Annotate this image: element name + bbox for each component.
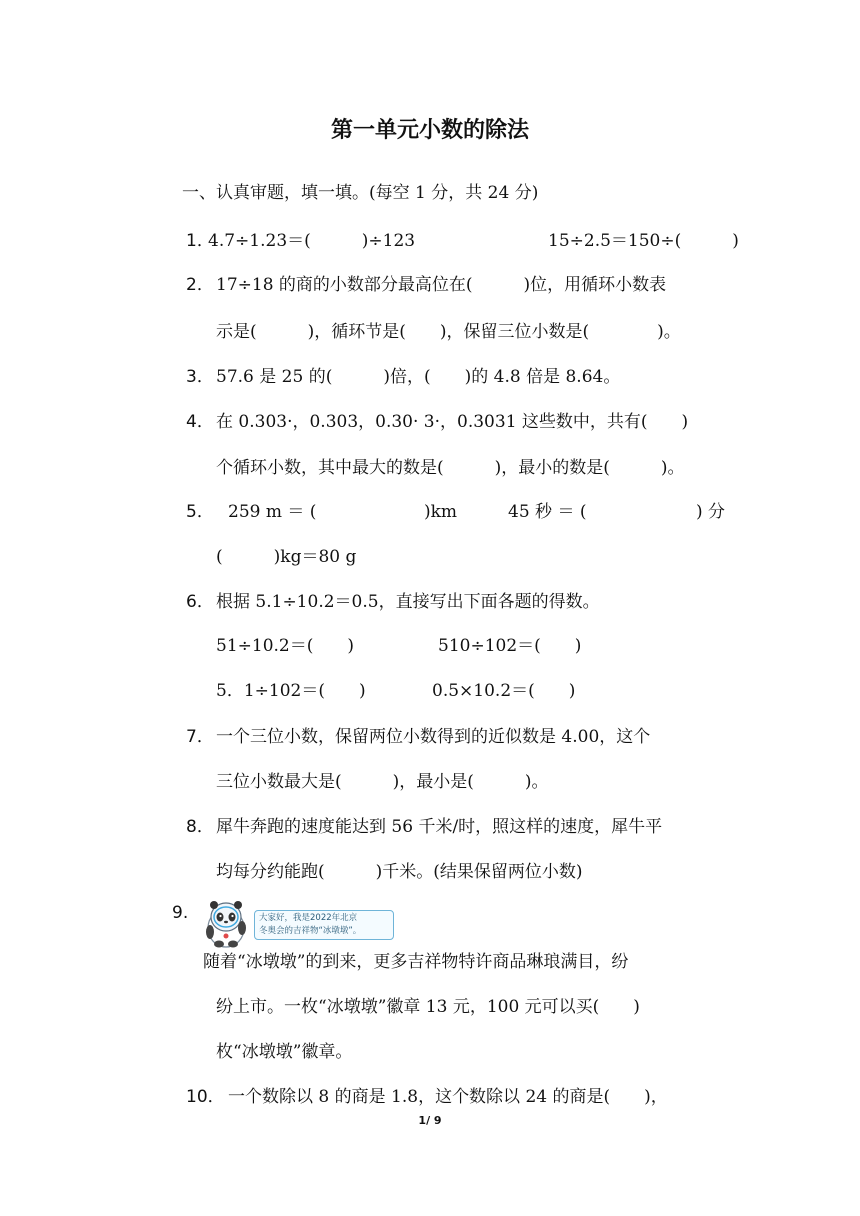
question-text: )km (424, 502, 458, 522)
question-text: 三位小数最大是( )，最小是( )。 (216, 772, 549, 792)
bubble-line: 冬奥会的吉祥物“冰墩墩”。 (259, 926, 362, 936)
question-text: 均每分约能跑( )千米。(结果保留两位小数) (216, 862, 583, 882)
question-number: 9. (172, 903, 189, 923)
question-text: 4.7÷1.23＝( )÷123 (208, 231, 416, 251)
question-text: 15÷2.5＝150÷( ) (548, 231, 739, 251)
question-text: 17÷18 的商的小数部分最高位在( )位，用循环小数表 (216, 275, 667, 295)
question-text: 纷上市。一枚“冰墩墩”徽章 13 元，100 元可以买( ) (216, 997, 640, 1017)
question-number: 1． (186, 231, 214, 251)
question-text: 51÷10.2＝( ) (216, 636, 354, 656)
bing-dwen-dwen-mascot-icon (203, 898, 249, 948)
question-number: 2． (186, 275, 214, 295)
question-text: ) 分 (696, 502, 726, 522)
question-text: ( )kg＝80 g (216, 547, 357, 567)
mascot-row (172, 898, 402, 950)
question-text: 犀牛奔跑的速度能达到 56 千米/时，照这样的速度，犀牛平 (216, 817, 663, 837)
question-text: 在 0.303·，0.303，0.30· 3·，0.3031 这些数中，共有( ) (216, 412, 689, 432)
question-text: 510÷102＝( ) (438, 636, 582, 656)
question-text: 45 秒 ＝ ( (508, 502, 587, 522)
question-number: 7． (186, 727, 214, 747)
page-number: 1/ 9 (418, 1114, 442, 1127)
bubble-line: 大家好，我是2022年北京 (259, 913, 358, 923)
question-text: 一个数除以 8 的商是 1.8，这个数除以 24 的商是( )， (228, 1087, 668, 1107)
question-text: 57.6 是 25 的( )倍，( )的 4.8 倍是 8.64。 (216, 367, 621, 387)
question-number: 6． (186, 592, 214, 612)
question-text: 一个三位小数，保留两位小数得到的近似数是 4.00，这个 (216, 727, 651, 747)
question-number: 5． (186, 502, 214, 522)
section-heading: 一、认真审题，填一填。(每空 1 分，共 24 分) (182, 183, 539, 203)
speech-bubble (254, 910, 394, 940)
question-text: 0.5×10.2＝( ) (432, 681, 576, 701)
question-text: 枚“冰墩墩”徽章。 (216, 1042, 353, 1062)
question-text: 个循环小数，其中最大的数是( )，最小的数是( )。 (216, 458, 685, 478)
question-text: 5．1÷102＝( ) (216, 681, 366, 701)
question-number: 8． (186, 817, 214, 837)
question-number: 4． (186, 412, 214, 432)
question-text: 随着“冰墩墩”的到来，更多吉祥物特许商品琳琅满目，纷 (203, 952, 629, 972)
question-number: 3． (186, 367, 214, 387)
page-title: 第一单元小数的除法 (330, 118, 529, 143)
question-number: 10． (186, 1087, 225, 1107)
question-text: 根据 5.1÷10.2＝0.5，直接写出下面各题的得数。 (216, 592, 600, 612)
question-text: 259 m ＝ ( (228, 502, 317, 522)
question-text: 示是( )，循环节是( )，保留三位小数是( )。 (216, 322, 681, 342)
